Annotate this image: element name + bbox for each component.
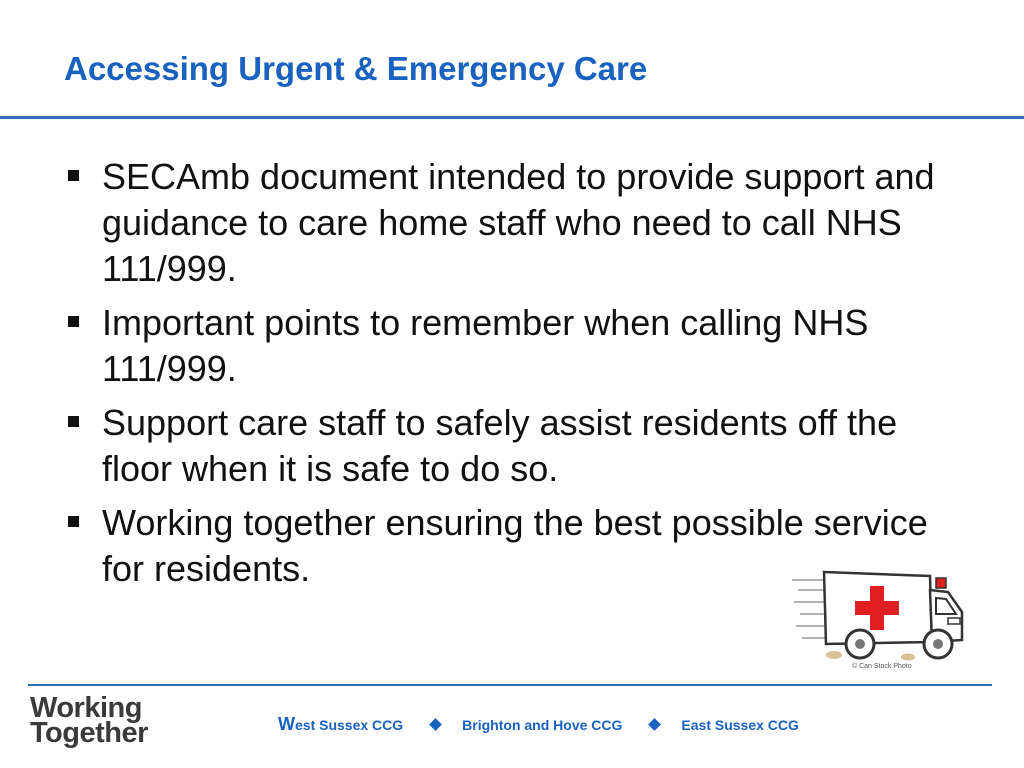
- org-west-sussex: [278, 714, 403, 735]
- bullet-text: Support care staff to safely assist residents off the floor when it is safe to do so.: [102, 402, 898, 489]
- working-together-logo: [30, 692, 148, 749]
- title-divider: [0, 116, 1024, 119]
- bullet-item: [62, 400, 962, 492]
- bullet-item: [62, 300, 962, 392]
- slide-title: Accessing Urgent & Emergency Care: [64, 50, 648, 87]
- ambulance-icon: [790, 562, 970, 672]
- diamond-separator-icon: [429, 718, 442, 731]
- bullet-list: [62, 154, 962, 600]
- org-west-sussex-initial: W: [278, 714, 295, 734]
- footer-divider: [28, 684, 992, 686]
- org-east-sussex: East Sussex CCG: [681, 716, 799, 733]
- bullet-item: [62, 154, 962, 292]
- bullet-text: Working together ensuring the best possible service for residents.: [102, 502, 928, 589]
- org-brighton-hove: Brighton and Hove CCG: [462, 716, 623, 733]
- logo-line-2: Together: [30, 717, 148, 749]
- footer-organisations: [278, 714, 799, 735]
- square-bullet-icon: [68, 416, 79, 427]
- image-credit: © Can Stock Photo: [852, 663, 912, 670]
- square-bullet-icon: [68, 170, 79, 181]
- square-bullet-icon: [68, 316, 79, 327]
- square-bullet-icon: [68, 516, 79, 527]
- logo-line-1: Working: [30, 692, 142, 724]
- diamond-separator-icon: [649, 718, 662, 731]
- bullet-text: SECAmb document intended to provide support and guidance to care home staff who need to call NHS 111/999.: [102, 156, 935, 289]
- org-west-sussex-rest: est Sussex CCG: [295, 717, 404, 733]
- bullet-text: Important points to remember when calling NHS 111/999.: [102, 302, 869, 389]
